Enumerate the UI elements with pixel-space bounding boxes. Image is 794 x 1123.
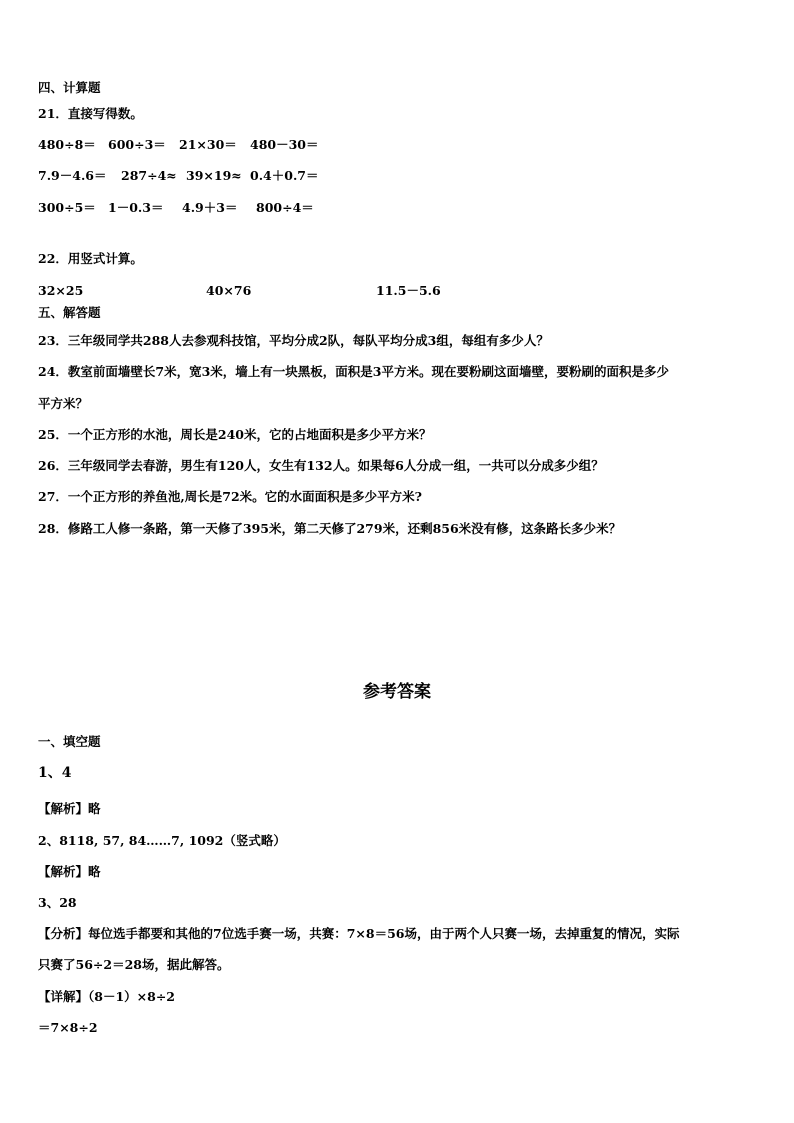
vertical-calc-item: 40×76 xyxy=(206,283,252,298)
question-21-label: 21．直接写得数。 xyxy=(38,106,143,121)
calc-item: 0.4＋0.7＝ xyxy=(250,168,319,183)
question-28: 28．修路工人修一条路，第一天修了395米，第二天修了279米，还剩856米没有修，这条路长多少米？ xyxy=(38,521,622,536)
answer-section-heading: 一、填空题 xyxy=(38,734,101,749)
question-26: 26．三年级同学去春游，男生有120人，女生有132人。如果每6人分成一组，一共可以分成多少组？ xyxy=(38,458,604,473)
calc-item: 800÷4＝ xyxy=(256,200,314,215)
answer-3-analysis: 【分析】每位选手都要和其他的7位选手赛一场，共赛：7×8＝56场，由于两个人只赛一场，去掉重复的情况，实际 xyxy=(38,926,680,941)
question-23: 23．三年级同学共288人去参观科技馆，平均分成2队，每队平均分成3组，每组有多少人？ xyxy=(38,333,549,348)
vertical-calc-item: 32×25 xyxy=(38,283,84,298)
calc-item: 4.9＋3＝ xyxy=(182,200,238,215)
question-22-label: 22．用竖式计算。 xyxy=(38,251,143,266)
question-25: 25．一个正方形的水池，周长是240米，它的占地面积是多少平方米？ xyxy=(38,427,432,442)
calc-item: 39×19≈ xyxy=(186,168,242,183)
calc-item: 480－30＝ xyxy=(250,137,319,152)
answer-1: 1、4 xyxy=(38,765,72,781)
answer-3: 3、28 xyxy=(38,895,77,910)
calc-item: 1－0.3＝ xyxy=(108,200,164,215)
answer-2: 2、8118, 57, 84……7, 1092（竖式略） xyxy=(38,833,286,848)
calc-item: 480÷8＝ xyxy=(38,137,96,152)
answer-1-analysis: 【解析】略 xyxy=(38,801,101,816)
answer-3-step: ＝7×8÷2 xyxy=(38,1020,98,1035)
vertical-calc-item: 11.5－5.6 xyxy=(376,283,441,298)
calc-item: 287÷4≈ xyxy=(121,168,177,183)
calc-item: 300÷5＝ xyxy=(38,200,96,215)
section-heading-calculation: 四、计算题 xyxy=(38,80,101,95)
question-24: 24．教室前面墙壁长7米，宽3米，墙上有一块黑板，面积是3平方米。现在要粉刷这面墙壁，要粉刷的面积是多少 xyxy=(38,364,669,379)
calc-item: 600÷3＝ xyxy=(108,137,166,152)
question-27: 27．一个正方形的养鱼池,周长是72米。它的水面面积是多少平方米? xyxy=(38,489,422,504)
calc-item: 21×30＝ xyxy=(179,137,237,152)
answer-3-detail: 【详解】（8－1）×8÷2 xyxy=(38,989,175,1004)
answer-3-analysis-continued: 只赛了56÷2＝28场，据此解答。 xyxy=(38,957,230,972)
section-heading-word-problems: 五、解答题 xyxy=(38,305,101,320)
calc-item: 7.9－4.6＝ xyxy=(38,168,107,183)
question-24-continued: 平方米？ xyxy=(38,396,89,411)
answer-2-analysis: 【解析】略 xyxy=(38,864,101,879)
answer-key-title: 参考答案 xyxy=(363,682,431,702)
